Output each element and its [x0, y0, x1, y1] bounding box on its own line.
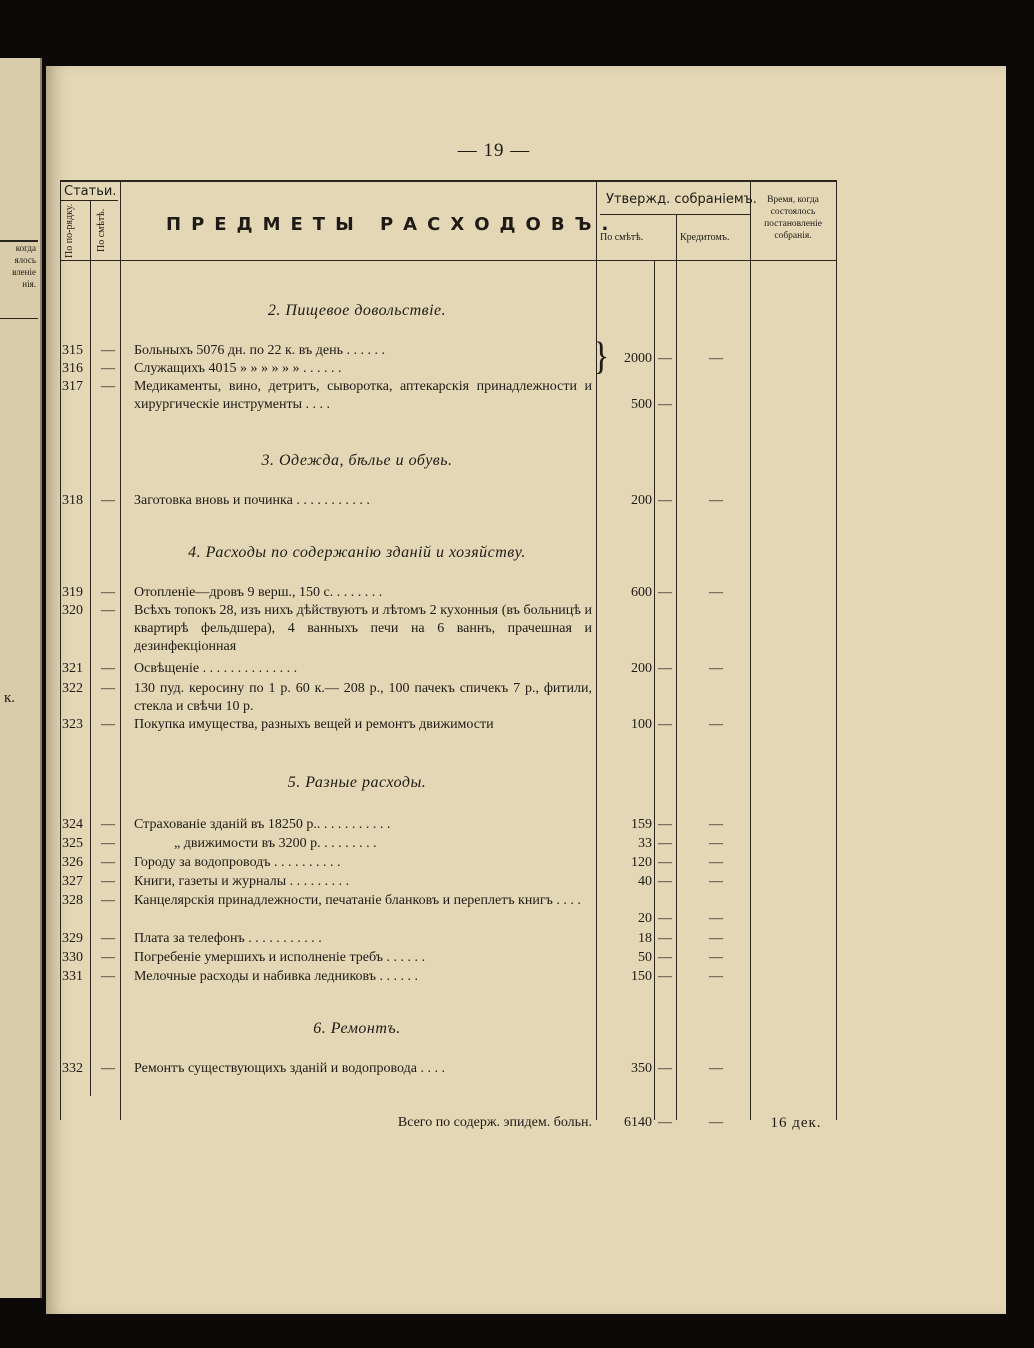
row-number: 331 — [62, 969, 83, 984]
approved-header: Утвержд. собраніемъ. — [606, 192, 757, 207]
row-amount: 159 — [631, 817, 652, 832]
row-cents: — — [658, 950, 672, 965]
row-number: 319 — [62, 585, 83, 600]
row-credit: — — [709, 911, 723, 926]
row-estimate-ref: — — [101, 661, 115, 676]
row-number: 332 — [62, 1061, 83, 1076]
row-description: Книги, газеты и журналы . . . . . . . . . — [134, 874, 350, 889]
left-border — [60, 180, 61, 1120]
amount-cents-divider — [654, 260, 655, 1120]
total-resolution-date: 16 дек. — [770, 1115, 822, 1131]
row-estimate-ref: — — [101, 817, 115, 832]
row-estimate-ref: — — [101, 855, 115, 870]
row-estimate-ref: — — [101, 1061, 115, 1076]
row-cents: — — [658, 911, 672, 926]
row-number: 326 — [62, 855, 83, 870]
row-description: Отопленіе—дровъ 9 верш., 150 с. . . . . . . . — [134, 585, 383, 600]
smeta-divider — [596, 180, 597, 1120]
row-estimate-ref: — — [101, 874, 115, 889]
document-page — [46, 66, 1006, 1314]
row-amount: 350 — [631, 1061, 652, 1076]
row-description: „ движимости въ 3200 р. . . . . . . . . — [174, 836, 377, 851]
row-number: 325 — [62, 836, 83, 851]
row-description: Погребеніе умершихъ и исполненіе требъ . . . . . . — [134, 950, 425, 965]
row-estimate-ref: — — [101, 379, 115, 394]
row-cents: — — [658, 351, 672, 366]
row-description: 130 пуд. керосину по 1 р. 60 к.— 208 р., 100 пачекъ спичекъ 7 р., фитили, стекла и свѣчи 10 р. — [134, 681, 592, 714]
kredit-divider — [676, 214, 677, 1120]
row-amount: 33 — [638, 836, 652, 851]
row-amount: 200 — [631, 661, 652, 676]
row-cents: — — [658, 661, 672, 676]
by-estimate-header: По смѣтѣ. — [600, 232, 644, 243]
previous-page-edge — [0, 58, 42, 1298]
resolution-time-header: Время, когда состоялось постановленіе собранія. — [764, 195, 822, 241]
row-estimate-ref: — — [101, 717, 115, 732]
row-credit: — — [709, 950, 723, 965]
row-estimate-ref: — — [101, 893, 115, 908]
row-credit: — — [709, 493, 723, 508]
previous-page-header-line: нія. — [22, 279, 36, 289]
row-estimate-ref: — — [101, 343, 115, 358]
row-estimate-ref: — — [101, 969, 115, 984]
row-amount: 18 — [638, 931, 652, 946]
row-number: 315 — [62, 343, 83, 358]
row-estimate-ref: — — [101, 950, 115, 965]
total-label: Всего по содерж. эпидем. больн. — [397, 1115, 592, 1130]
row-estimate-ref: — — [101, 681, 115, 696]
row-number: 318 — [62, 493, 83, 508]
row-description: Медикаменты, вино, детритъ, сыворотка, аптекарскія принадлежности и хирургическіе инструменты . . . . — [134, 379, 592, 412]
row-number: 322 — [62, 681, 83, 696]
by-credit-header: Кредитомъ. — [680, 232, 730, 243]
row-estimate-ref: — — [101, 361, 115, 376]
stati-header-rule — [60, 200, 118, 201]
row-credit: — — [709, 931, 723, 946]
row-estimate-ref: — — [101, 585, 115, 600]
row-cents: — — [658, 969, 672, 984]
utverzhd-header-rule — [600, 214, 750, 215]
row-credit: — — [709, 351, 723, 366]
row-number: 317 — [62, 379, 83, 394]
row-cents: — — [658, 397, 672, 412]
row-cents: — — [658, 817, 672, 832]
section-heading: 3. Одежда, бѣлье и обувь. — [261, 452, 453, 469]
row-number: 328 — [62, 893, 83, 908]
stati-divider — [120, 180, 121, 1120]
row-amount: 100 — [631, 717, 652, 732]
section-heading: 5. Разные расходы. — [287, 774, 427, 791]
row-cents: — — [658, 874, 672, 889]
row-number: 330 — [62, 950, 83, 965]
section-heading: 4. Расходы по содержанію зданій и хозяйству. — [188, 544, 526, 561]
row-amount: 40 — [638, 874, 652, 889]
table-title: ПРЕДМЕТЫ РАСХОДОВЪ. — [166, 214, 619, 235]
row-description: Канцелярскія принадлежности, печатаніе бланковъ и переплетъ книгъ . . . . — [134, 893, 581, 908]
row-description: Заготовка вновь и починка . . . . . . . . . . . — [134, 493, 370, 508]
row-number: 324 — [62, 817, 83, 832]
row-credit: — — [709, 717, 723, 732]
row-description: Служащихъ 4015 » » » » » » . . . . . . — [134, 361, 342, 376]
grouping-brace: } — [593, 335, 610, 379]
row-credit: — — [709, 836, 723, 851]
previous-page-header-line: ялось — [14, 255, 36, 265]
row-amount: 600 — [631, 585, 652, 600]
section-heading: 6. Ремонтъ. — [313, 1020, 401, 1037]
row-cents: — — [658, 931, 672, 946]
row-cents: — — [658, 493, 672, 508]
row-credit: — — [709, 817, 723, 832]
row-cents: — — [658, 1061, 672, 1076]
row-amount: 200 — [631, 493, 652, 508]
row-number: 321 — [62, 661, 83, 676]
row-estimate-ref: — — [101, 493, 115, 508]
row-credit: — — [709, 661, 723, 676]
vremya-divider — [750, 180, 751, 1120]
row-credit: — — [709, 585, 723, 600]
row-credit: — — [709, 1061, 723, 1076]
row-cents: — — [658, 717, 672, 732]
row-cents: — — [658, 585, 672, 600]
section-heading: 2. Пищевое довольствіе. — [267, 302, 447, 319]
row-description: Всѣхъ топокъ 28, изъ нихъ дѣйствуютъ и лѣтомъ 2 кухонныя (въ больницѣ и квартирѣ фельдшера), 4 ванныхъ печи на 6 ваннъ, прачешная и дезинфекціонная — [134, 603, 592, 654]
row-amount: 2000 — [624, 351, 652, 366]
row-estimate-ref: — — [101, 931, 115, 946]
row-estimate-ref: — — [101, 836, 115, 851]
row-amount: 20 — [638, 911, 652, 926]
row-cents: — — [658, 855, 672, 870]
row-description: Ремонтъ существующихъ зданій и водопровода . . . . — [134, 1061, 445, 1076]
previous-page-header-line: когда — [15, 243, 36, 253]
row-credit: — — [709, 855, 723, 870]
row-number: 316 — [62, 361, 83, 376]
row-amount: 50 — [638, 950, 652, 965]
row-description: Мелочные расходы и набивка ледниковъ . . . . . . — [134, 969, 419, 984]
total-cents: — — [658, 1115, 672, 1130]
row-cents: — — [658, 836, 672, 851]
total-amount: 6140 — [624, 1115, 652, 1130]
row-amount: 120 — [631, 855, 652, 870]
previous-page-header-line: вленіе — [12, 267, 36, 277]
table-top-rule — [60, 180, 836, 182]
row-amount: 150 — [631, 969, 652, 984]
row-number: 320 — [62, 603, 83, 618]
page-number: — 19 — — [457, 140, 531, 161]
row-credit: — — [709, 969, 723, 984]
row-credit: — — [709, 874, 723, 889]
po-poryadku-header: По по-рядку. — [64, 203, 75, 258]
row-description: Больныхъ 5076 дн. по 22 к. въ день . . . . . . — [134, 343, 385, 358]
row-description: Городу за водопроводъ . . . . . . . . . . — [134, 855, 341, 870]
row-description: Страхованіе зданій въ 18250 р.. . . . . . . . . . . — [134, 817, 391, 832]
right-border — [836, 180, 837, 1120]
row-number: 323 — [62, 717, 83, 732]
row-number: 329 — [62, 931, 83, 946]
stati-header: Статьи. — [64, 184, 117, 199]
row-estimate-ref: — — [101, 603, 115, 618]
previous-page-mark: к. — [4, 690, 16, 706]
row-amount: 500 — [631, 397, 652, 412]
row-description: Освѣщеніе . . . . . . . . . . . . . . — [134, 661, 298, 676]
total-credit: — — [709, 1115, 723, 1130]
row-number: 327 — [62, 874, 83, 889]
row-description: Плата за телефонъ . . . . . . . . . . . — [134, 931, 322, 946]
row-description: Покупка имущества, разныхъ вещей и ремонтъ движимости — [134, 717, 494, 732]
po-smete-column-header: По смѣтѣ. — [96, 208, 107, 252]
previous-page-header — [0, 240, 38, 319]
header-bottom-rule — [60, 260, 836, 261]
